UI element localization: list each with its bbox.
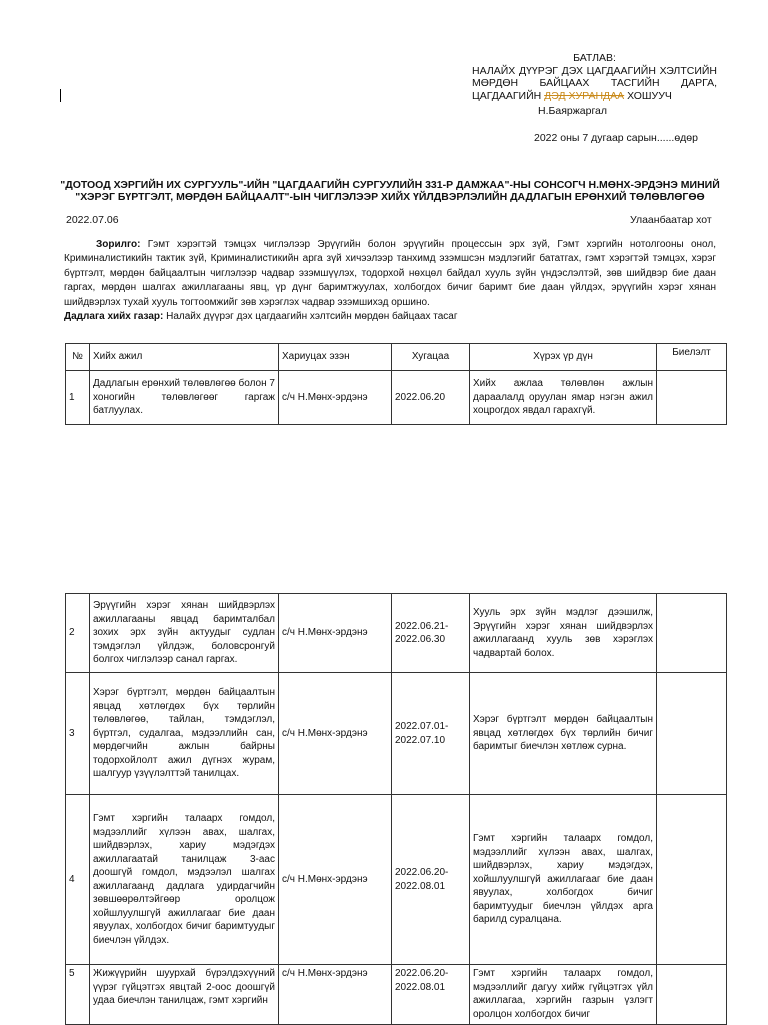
row-task: Хэрэг бүртгэлт, мөрдөн байцаалтын явцад хөтлөгдөх бүх төрлийн төлөвлөгөө, тайлан, тэмдэглэл, бүртгэл, судалгаа, мэдээллийн сан, мөрдөгчийн ажлын байрны тодорхойлолт ажил дүгнэх журам, шалгуур үзүүлэлттэй танилцах. — [90, 673, 279, 795]
approval-body-end: ХОШУУЧ — [624, 89, 672, 102]
table-row — [66, 965, 727, 1025]
goal-label: Зорилго: — [96, 239, 141, 250]
row-period: 2022.06.20-2022.08.01 — [392, 795, 470, 965]
header-owner: Хариуцах эзэн — [279, 344, 392, 371]
row-task: Гэмт хэргийн талаарх гомдол, мэдээллийг хүлээн авах, шалгах, шийдвэрлэх, хариу мэдэгдэх ажиллагаатай танилцаж 3-аас доошгүй гомдол, мэдээлэл шалгах ажиллагаанд дадлага удирдагчийн зөвшөөрөлтэйгөөр оролцож хойшлуулшгүй ажиллагааг бие даан явуулах, холбогдох бичиг баримтуудыг биечлэн үйлдэх. — [90, 795, 279, 965]
row-owner: с/ч Н.Мөнх-эрдэнэ — [279, 371, 392, 425]
row-result: Хэрэг бүртгэлт мөрдөн байцаалтын явцад хөтлөгдөх бүх төрлийн бичиг баримтыг биечлэн хөтлөж сурна. — [470, 673, 657, 795]
row-number: 3 — [66, 673, 90, 795]
header-task: Хийх ажил — [90, 344, 279, 371]
row-owner: с/ч Н.Мөнх-эрдэнэ — [279, 594, 392, 673]
row-status — [657, 673, 727, 795]
row-task: Эрүүгийн хэрэг хянан шийдвэрлэх ажиллагааны явцад баримталбал зохих эрх зүйн актуудыг судлан тэмдэглэл үйлдэж, боловсронгуй болгох чиглэлээр санал гаргах. — [90, 594, 279, 673]
row-status — [657, 594, 727, 673]
header-status: Биелэлт — [657, 344, 727, 371]
document-date: 2022.07.06 — [66, 214, 119, 226]
row-period: 2022.06.20 — [392, 371, 470, 425]
row-owner: с/ч Н.Мөнх-эрдэнэ — [279, 673, 392, 795]
row-period: 2022.07.01-2022.07.10 — [392, 673, 470, 795]
header-number: № — [66, 344, 90, 371]
plan-table — [65, 343, 727, 425]
row-owner: с/ч Н.Мөнх-эрдэнэ — [279, 965, 392, 1025]
practice-place — [64, 310, 458, 323]
row-number: 5 — [66, 965, 90, 1025]
row-period: 2022.06.21-2022.06.30 — [392, 594, 470, 673]
approval-heading: БАТЛАВ: — [573, 52, 616, 64]
approval-signer: Н.Баяржаргал — [538, 105, 608, 117]
plan-table-continued — [65, 593, 727, 1025]
row-status — [657, 795, 727, 965]
goal-paragraph — [64, 238, 716, 310]
row-period: 2022.06.20-2022.08.01 — [392, 965, 470, 1025]
approval-body-text: НАЛАЙХ ДҮҮРЭГ ДЭХ ЦАГДААГИЙН ХЭЛТСИЙН МӨРДӨН БАЙЦААХ ТАСГИЙН ДАРГА, ЦАГДААГИЙН — [472, 64, 717, 102]
place-text: Налайх дүүрэг дэх цагдаагийн хэлтсийн мөрдөн байцаах тасаг — [163, 311, 458, 322]
row-status — [657, 371, 727, 425]
document-city: Улаанбаатар хот — [630, 214, 712, 226]
row-number: 4 — [66, 795, 90, 965]
row-number: 2 — [66, 594, 90, 673]
row-result: Гэмт хэргийн талаарх гомдол, мэдээллийг хүлээн авах, шалгах, шийдвэрлэх, хариу мэдэгдэх, хойшлуулшгүй ажиллагааг бие даан явуулах, холбогдох бичиг баримтуудыг биечлэн үйлдэх арга барилд суралцана. — [470, 795, 657, 965]
approval-date: 2022 оны 7 дугаар сарын......өдөр — [534, 131, 698, 144]
row-number: 1 — [66, 371, 90, 425]
row-task: Дадлагын ерөнхий төлөвлөгөө болон 7 хоногийн төлөвлөгөөг гаргаж батлуулах. — [90, 371, 279, 425]
row-result: Хууль эрх зүйн мэдлэг дээшилж, Эрүүгийн хэрэг хянан шийдвэрлэх ажиллагаанд хууль зөв хэрэглэх чадвартай болох. — [470, 594, 657, 673]
row-owner: с/ч Н.Мөнх-эрдэнэ — [279, 795, 392, 965]
row-status — [657, 965, 727, 1025]
approval-block — [472, 52, 717, 144]
row-task: Жижүүрийн шуурхай бүрэлдэхүүний үүрэг гүйцэтгэх явцтай 2-оос доошгүй удаа биечлэн танилцаж, гэмт хэргийн — [90, 965, 279, 1025]
place-label: Дадлага хийх газар: — [64, 311, 164, 322]
table-row — [66, 673, 727, 795]
table-header-row — [66, 344, 727, 371]
header-period: Хугацаа — [392, 344, 470, 371]
row-result: Хийх ажлаа төлөвлөн ажлын дараалалд оруулан ямар нэгэн ажил хоцрогдох явдал гарахгүй. — [470, 371, 657, 425]
table-row — [66, 594, 727, 673]
goal-text: Гэмт хэрэгтэй тэмцэх чиглэлээр Эрүүгийн болон эрүүгийн процессын эрх зүй, Гэмт хэргийн нотолгооны онол, Криминалистикийн тактик зүй, Криминалистикийн арга зүй хичээлээр танхимд эзэмшсэн мэдлэгийг бататгах, гэмт хэрэгтэй тэмцэх, хэрэг бүртгэлт, мөрдөн байцаалтын чиглэлээр чадвар эзэмшүүлэх, тодорхой нөхцөл байдал хууль зүйн үндэслэлтэй, зөв шийдвэр бие даан гаргах, мөрдөн шалгах ажиллагааны явц, үр дүнг баримтжуулах, холбогдох бичиг баримт бие даан үйлдэх, эрүүгийн хэрэг хянан шийдвэрлэх тухай хууль тогтоомжийг зөв хэрэглэх чадвар эзэмшихэд оршино. — [64, 239, 716, 308]
approval-body — [472, 65, 717, 103]
table-row — [66, 371, 727, 425]
text-cursor — [60, 89, 61, 102]
document-title: "ДОТООД ХЭРГИЙН ИХ СУРГУУЛЬ"-ИЙН "ЦАГДААГИЙН СУРГУУЛИЙН 331-Р ДАМЖАА"-НЫ СОНСОГЧ Н.МӨНХ-ЭРДЭНЭ МИНИЙ "ХЭРЭГ БҮРТГЭЛТ, МӨРДӨН БАЙЦААЛТ"-ЫН ЧИГЛЭЛЭЭР ХИЙХ ҮЙЛДВЭРЛЭЛИЙН ДАДЛАГЫН ЕРӨНХИЙ ТӨЛӨВЛӨГӨӨ — [60, 179, 720, 203]
header-result: Хүрэх үр дүн — [470, 344, 657, 371]
table-row — [66, 795, 727, 965]
approval-struck-text: ДЭД ХУРАНДАА — [544, 89, 625, 102]
row-result: Гэмт хэргийн талаарх гомдол, мэдээллийг дагуу хийж гүйцэтгэх үйл ажиллагаа, хэргийн газрын үзлэгт оролцон холбогдох бичиг — [470, 965, 657, 1025]
